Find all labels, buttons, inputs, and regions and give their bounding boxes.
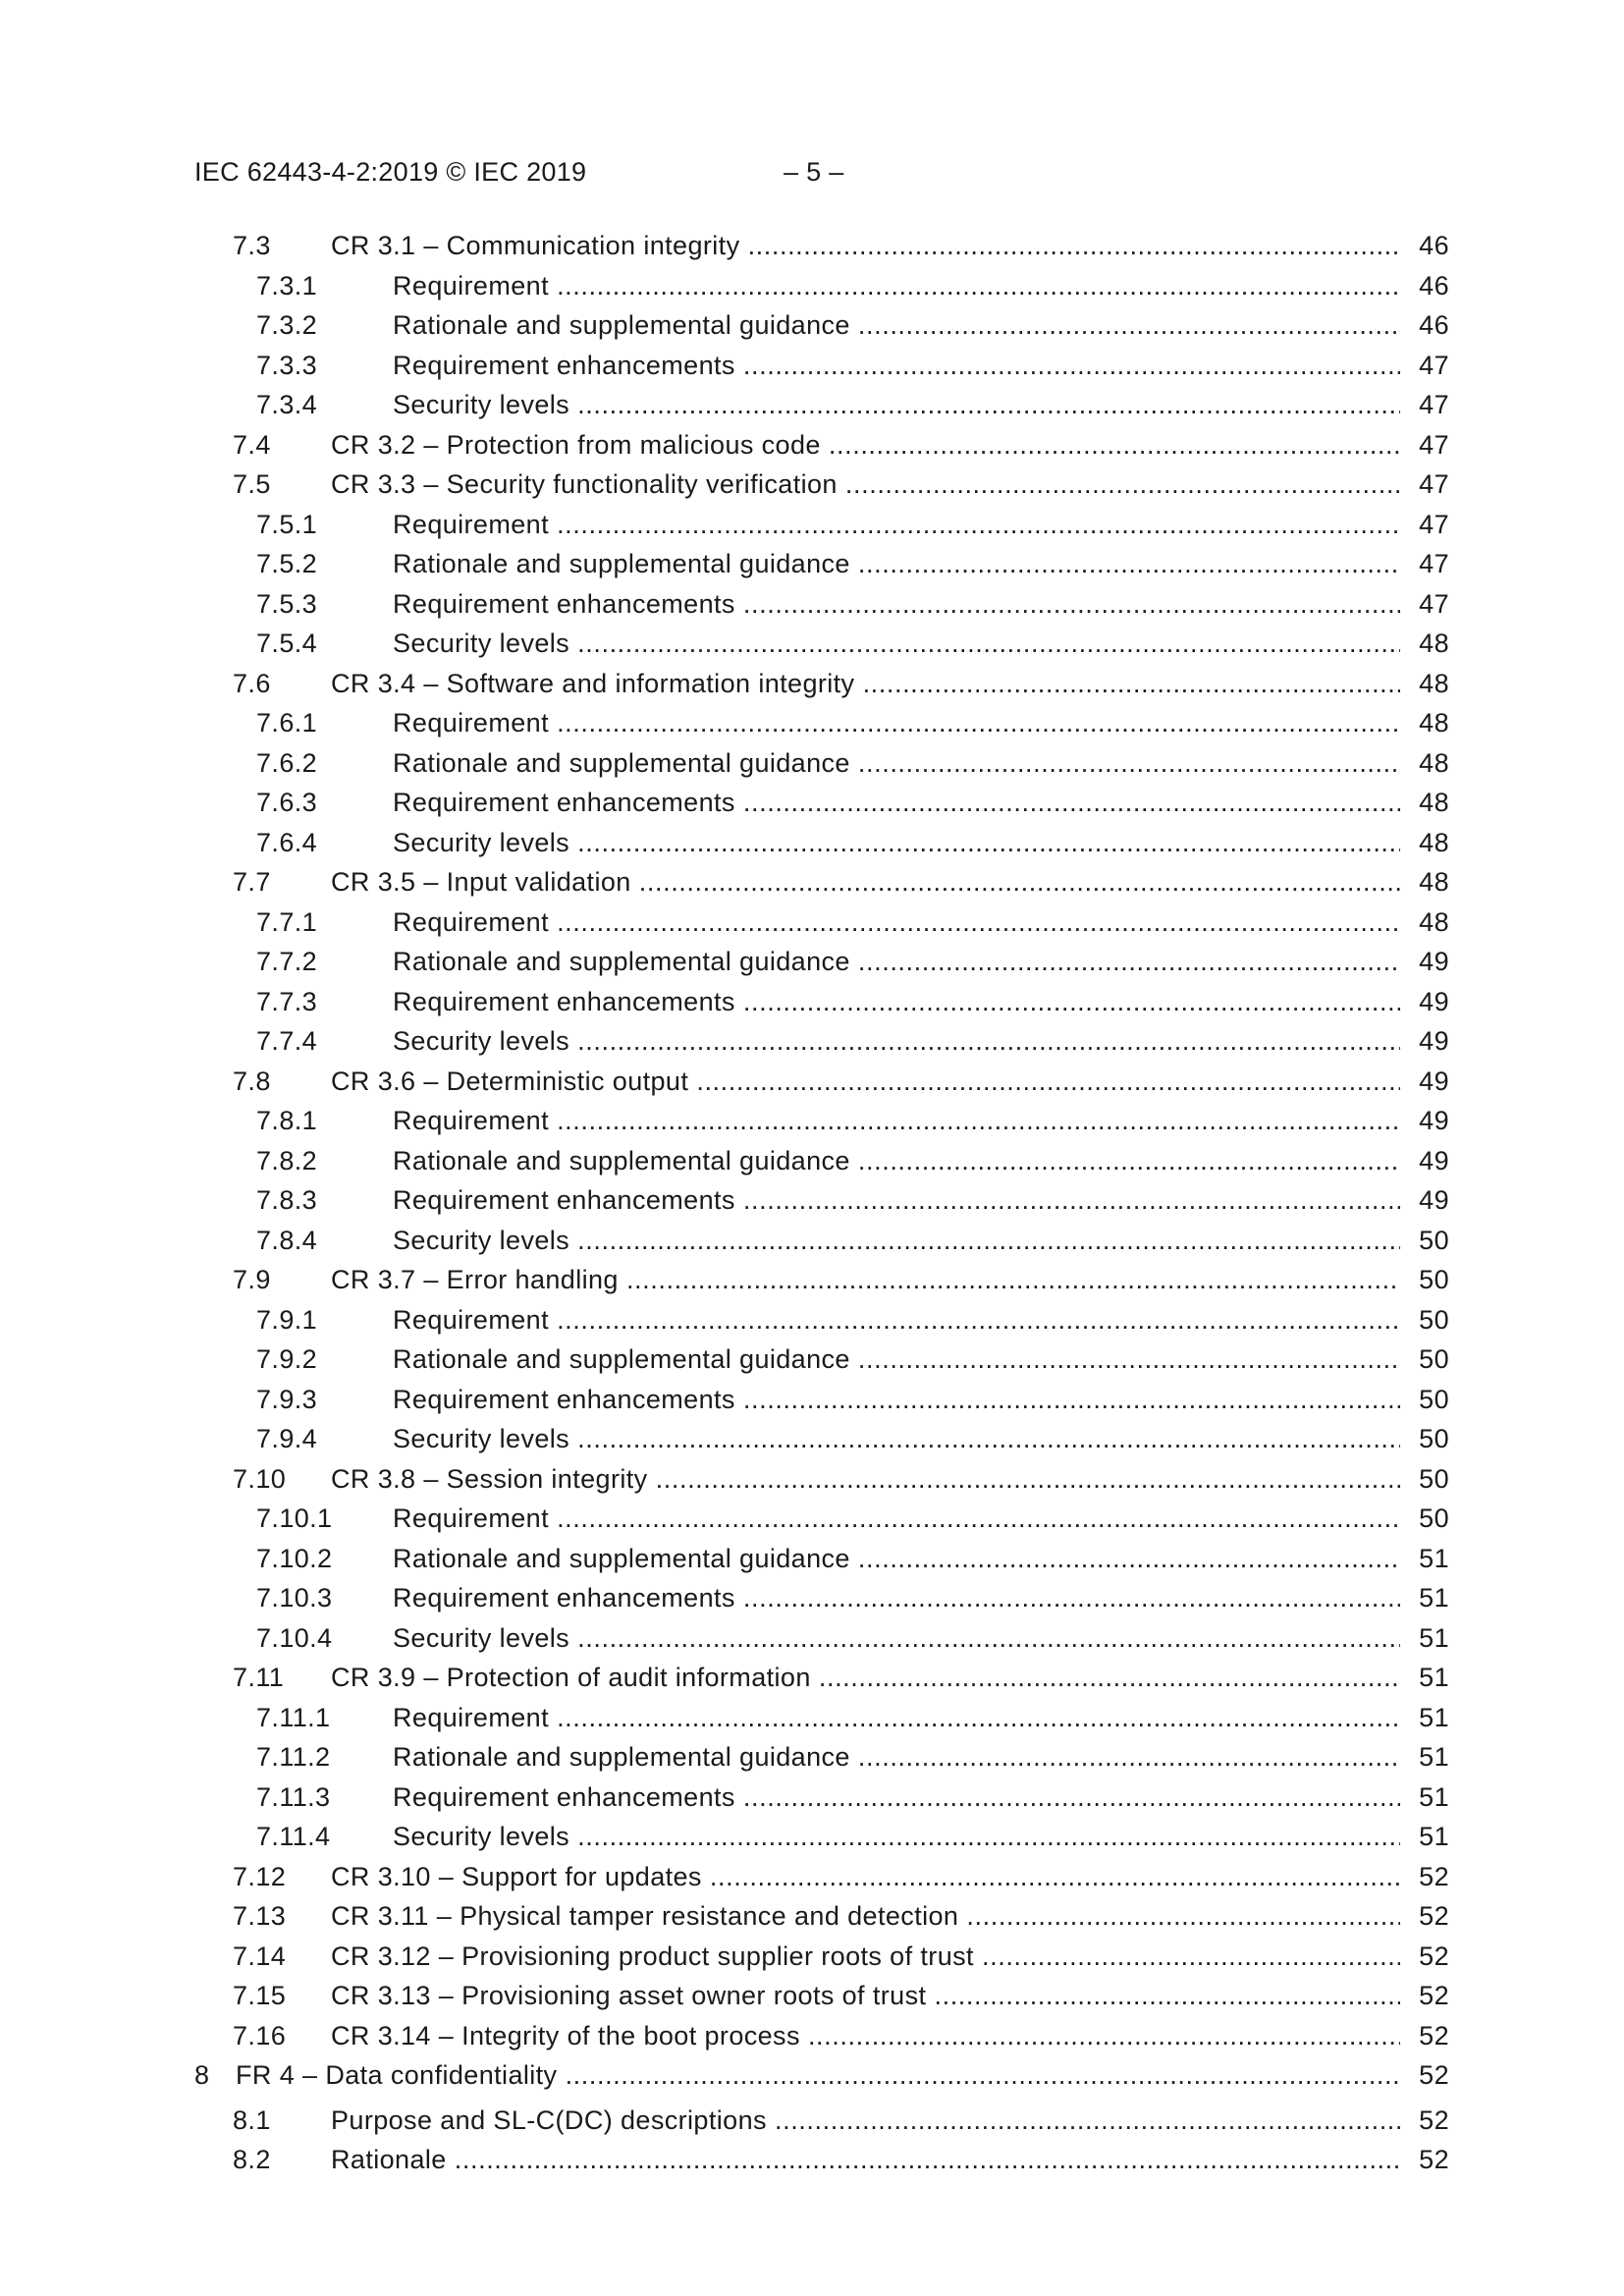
toc-entry-page: 48 <box>1400 902 1449 942</box>
toc-entry-page: 49 <box>1400 1062 1449 1101</box>
toc-entry-title: CR 3.12 – Provisioning product supplier roots of trust ..... <box>331 1937 1400 1976</box>
toc-entry-title: CR 3.13 – Provisioning asset owner roots of trust ..... <box>331 1976 1400 2015</box>
toc-entry-title: Rationale and supplemental guidance ..... <box>393 1539 1400 1578</box>
toc-entry-number: 7.6 <box>233 669 271 698</box>
toc-entry-number: 7.9.4 <box>256 1424 318 1453</box>
toc-entry-number: 7.9 <box>233 1265 271 1294</box>
toc-entry-title: CR 3.9 – Protection of audit information ..... <box>331 1658 1400 1697</box>
toc-entry-title: Requirement ..... <box>393 1101 1400 1140</box>
toc-entry-page: 50 <box>1400 1499 1449 1538</box>
toc-entry-title: Requirement enhancements ..... <box>393 1777 1400 1817</box>
toc-entry-number: 7.7.1 <box>256 907 318 937</box>
toc-entry-page: 46 <box>1400 305 1449 345</box>
toc-entry-page: 52 <box>1400 2016 1449 2055</box>
toc-entry-number: 8 <box>194 2060 210 2090</box>
toc-entry-title: Requirement enhancements ..... <box>393 1578 1400 1617</box>
toc-entry-number: 7.6.2 <box>256 748 318 778</box>
toc-entry-page: 47 <box>1400 544 1449 583</box>
toc-entry-number: 7.7.3 <box>256 987 318 1016</box>
toc-entry-title: Security levels ..... <box>393 1221 1400 1260</box>
toc-entry-page: 50 <box>1400 1380 1449 1419</box>
toc-entry-title: Security levels ..... <box>393 1419 1400 1458</box>
toc-entry-number: 7.13 <box>233 1901 287 1931</box>
toc-entry-title: Requirement enhancements ..... <box>393 783 1400 822</box>
toc-entry-number: 7.9.1 <box>256 1305 318 1335</box>
toc-entry-title: CR 3.6 – Deterministic output ..... <box>331 1062 1400 1101</box>
toc-entry-number: 7.7.2 <box>256 947 318 976</box>
toc-entry-number: 7.10 <box>233 1464 287 1494</box>
toc-entry-page: 48 <box>1400 823 1449 862</box>
toc-entry-page: 47 <box>1400 385 1449 424</box>
toc-entry-page: 49 <box>1400 1141 1449 1180</box>
toc-entry-number: 7.6.3 <box>256 788 318 817</box>
toc-entry-number: 7.10.1 <box>256 1503 333 1533</box>
toc-entry-number: 7.4 <box>233 430 271 460</box>
toc-entry-number: 7.10.4 <box>256 1623 333 1653</box>
toc-entry-page: 46 <box>1400 226 1449 265</box>
toc-entry-number: 7.15 <box>233 1981 287 2010</box>
toc-entry-title: CR 3.11 – Physical tamper resistance and detection ..... <box>331 1896 1400 1936</box>
toc-entry-page: 52 <box>1400 1937 1449 1976</box>
toc-entry-page: 52 <box>1400 2140 1449 2179</box>
toc-entry-title: Requirement ..... <box>393 1499 1400 1538</box>
toc-entry-number: 8.1 <box>233 2105 271 2135</box>
toc-entry-title: Requirement enhancements ..... <box>393 1380 1400 1419</box>
toc-entry-page: 52 <box>1400 1976 1449 2015</box>
toc-entry-title: CR 3.8 – Session integrity ..... <box>331 1459 1400 1499</box>
document-id: IEC 62443-4-2:2019 © IEC 2019 <box>194 157 587 187</box>
toc-entry-page: 51 <box>1400 1737 1449 1777</box>
toc-entry-title: CR 3.2 – Protection from malicious code ..... <box>331 425 1400 465</box>
toc-entry-title: CR 3.3 – Security functionality verification ..... <box>331 465 1400 504</box>
toc-entry-number: 7.11.3 <box>256 1782 331 1812</box>
page-number: – 5 – <box>784 157 844 187</box>
toc-entry-number: 7.7 <box>233 867 271 897</box>
toc-entry-number: 7.12 <box>233 1862 287 1891</box>
toc-entry-number: 7.11.4 <box>256 1822 331 1851</box>
toc-entry-page: 47 <box>1400 505 1449 544</box>
toc-entry-title: Purpose and SL-C(DC) descriptions ..... <box>331 2101 1400 2140</box>
toc-entry-title: CR 3.4 – Software and information integrity ..... <box>331 664 1400 703</box>
toc-entry-title: Rationale and supplemental guidance ..... <box>393 942 1400 981</box>
toc-entry-number: 7.5 <box>233 469 271 499</box>
toc-entry-title: Requirement ..... <box>393 1698 1400 1737</box>
toc-entry-page: 51 <box>1400 1658 1449 1697</box>
toc-entry-number: 7.11.2 <box>256 1742 331 1772</box>
toc-entry-number: 7.3 <box>233 231 271 260</box>
page-header <box>194 157 844 188</box>
toc-entry-page: 52 <box>1400 2055 1449 2095</box>
toc-entry-title: Requirement enhancements ..... <box>393 584 1400 624</box>
toc-entry-title: Rationale ..... <box>331 2140 1400 2179</box>
toc-entry-title: CR 3.7 – Error handling ..... <box>331 1260 1400 1299</box>
toc-entry-page: 52 <box>1400 1857 1449 1896</box>
toc-entry-number: 7.11 <box>233 1663 285 1692</box>
toc-entry-title: Security levels ..... <box>393 823 1400 862</box>
toc-entry-number: 7.3.2 <box>256 310 318 340</box>
toc-entry-number: 7.9.2 <box>256 1344 318 1374</box>
toc-entry-number: 7.10.3 <box>256 1583 333 1613</box>
toc-entry-title: CR 3.14 – Integrity of the boot process ..... <box>331 2016 1400 2055</box>
toc-entry-page: 50 <box>1400 1459 1449 1499</box>
toc-entry-page: 50 <box>1400 1221 1449 1260</box>
toc-entry-page: 48 <box>1400 703 1449 742</box>
toc-entry-page: 48 <box>1400 664 1449 703</box>
toc-entry-page: 46 <box>1400 266 1449 305</box>
toc-entry-number: 7.6.4 <box>256 828 318 857</box>
toc-entry-title: Rationale and supplemental guidance ..... <box>393 305 1400 345</box>
toc-entry-number: 7.5.4 <box>256 629 318 658</box>
toc-entry-number: 7.3.3 <box>256 351 318 380</box>
toc-entry-title: Security levels ..... <box>393 1817 1400 1856</box>
toc-entry-page: 48 <box>1400 624 1449 663</box>
toc-entry-number: 7.8.1 <box>256 1106 318 1135</box>
toc-entry-title: Security levels ..... <box>393 624 1400 663</box>
toc-entry-title: Security levels ..... <box>393 1021 1400 1061</box>
toc-entry-page: 52 <box>1400 1896 1449 1936</box>
toc-entry-page: 50 <box>1400 1260 1449 1299</box>
toc-entry-number: 7.8.2 <box>256 1146 318 1175</box>
toc-entry-page: 47 <box>1400 425 1449 465</box>
toc-entry-title: CR 3.10 – Support for updates ..... <box>331 1857 1400 1896</box>
toc-entry-number: 7.5.1 <box>256 510 318 539</box>
toc-entry-title: Security levels ..... <box>393 385 1400 424</box>
toc-entry-page: 49 <box>1400 982 1449 1021</box>
toc-entry-page: 50 <box>1400 1339 1449 1379</box>
toc-entry-page: 50 <box>1400 1419 1449 1458</box>
toc-entry-number: 7.11.1 <box>256 1703 331 1732</box>
toc-entry-page: 47 <box>1400 584 1449 624</box>
toc-entry-title: Rationale and supplemental guidance ..... <box>393 544 1400 583</box>
toc-entry-page: 52 <box>1400 2101 1449 2140</box>
toc-entry-number: 7.6.1 <box>256 708 318 738</box>
toc-entry-page: 51 <box>1400 1698 1449 1737</box>
toc-entry-title: Security levels ..... <box>393 1618 1400 1658</box>
toc-entry-title: Requirement enhancements ..... <box>393 982 1400 1021</box>
toc-entry-title: Rationale and supplemental guidance ..... <box>393 1141 1400 1180</box>
toc-entry-title: Requirement enhancements ..... <box>393 346 1400 385</box>
toc-entry-number: 7.5.3 <box>256 589 318 619</box>
toc-entry-page: 48 <box>1400 743 1449 783</box>
toc-entry-title: FR 4 – Data confidentiality ..... <box>236 2055 1400 2095</box>
toc-entry-number: 7.5.2 <box>256 549 318 578</box>
toc-entry-number: 7.3.4 <box>256 390 318 419</box>
toc-entry-title: Requirement ..... <box>393 1300 1400 1339</box>
toc-entry-page: 47 <box>1400 346 1449 385</box>
toc-entry-title: Requirement ..... <box>393 703 1400 742</box>
toc-entry-number: 7.8.4 <box>256 1226 318 1255</box>
toc-entry-page: 51 <box>1400 1817 1449 1856</box>
toc-entry-page: 51 <box>1400 1578 1449 1617</box>
toc-entry-page: 49 <box>1400 1101 1449 1140</box>
toc-entry-number: 7.9.3 <box>256 1385 318 1414</box>
toc-entry-number: 7.3.1 <box>256 271 318 301</box>
toc-entry-page: 47 <box>1400 465 1449 504</box>
toc-entry-title: Requirement enhancements ..... <box>393 1180 1400 1220</box>
toc-entry-number: 7.10.2 <box>256 1544 333 1573</box>
toc-entry-page: 48 <box>1400 862 1449 902</box>
toc-entry-page: 50 <box>1400 1300 1449 1339</box>
toc-entry-title: Requirement ..... <box>393 505 1400 544</box>
toc-entry-number: 8.2 <box>233 2145 271 2174</box>
toc-entry-title: Rationale and supplemental guidance ..... <box>393 743 1400 783</box>
toc-entry-page: 48 <box>1400 783 1449 822</box>
toc-entry-title: CR 3.1 – Communication integrity ..... <box>331 226 1400 265</box>
toc-entry-number: 7.14 <box>233 1941 287 1971</box>
toc-entry-number: 7.16 <box>233 2021 287 2050</box>
toc-entry-page: 51 <box>1400 1618 1449 1658</box>
toc-entry-number: 7.8.3 <box>256 1185 318 1215</box>
toc-entry-page: 51 <box>1400 1539 1449 1578</box>
toc-entry-title: Rationale and supplemental guidance ..... <box>393 1737 1400 1777</box>
toc-entry-number: 7.8 <box>233 1066 271 1096</box>
toc-entry-page: 49 <box>1400 942 1449 981</box>
toc-entry-title: CR 3.5 – Input validation ..... <box>331 862 1400 902</box>
toc-entry-page: 49 <box>1400 1021 1449 1061</box>
toc-entry-title: Requirement ..... <box>393 902 1400 942</box>
toc-entry-page: 49 <box>1400 1180 1449 1220</box>
toc-entry-number: 7.7.4 <box>256 1026 318 1056</box>
toc-entry-page: 51 <box>1400 1777 1449 1817</box>
toc-entry-title: Rationale and supplemental guidance ..... <box>393 1339 1400 1379</box>
toc-entry-title: Requirement ..... <box>393 266 1400 305</box>
